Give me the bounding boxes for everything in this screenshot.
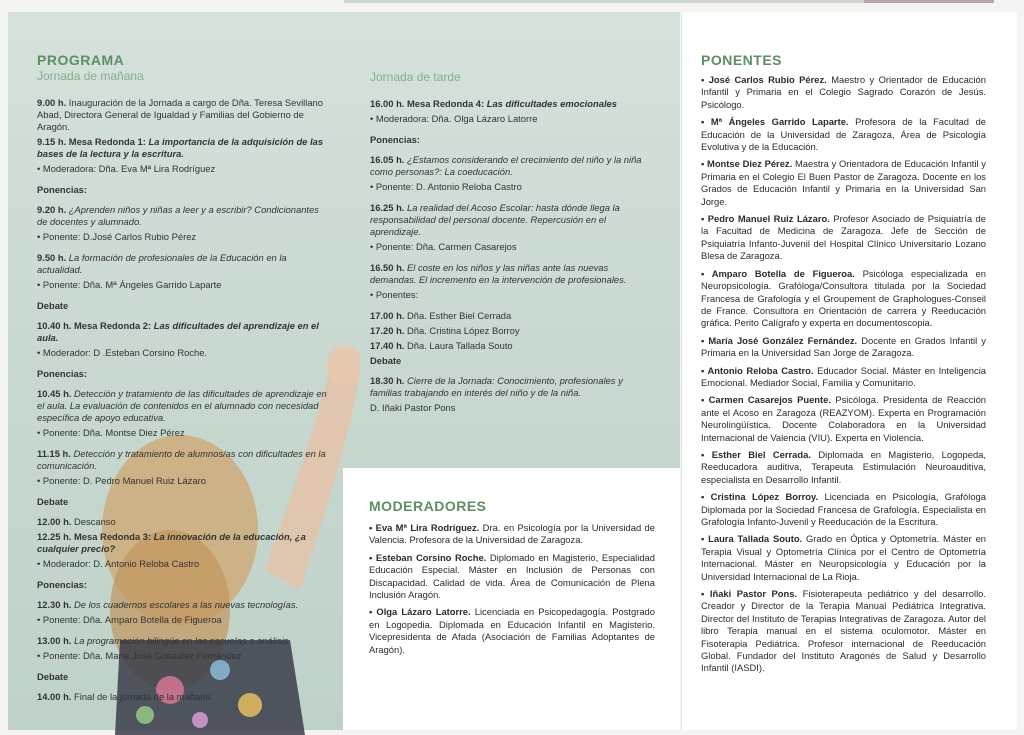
- schedule-time: 11.15 h.: [37, 448, 74, 459]
- schedule-text: Las dificultades del aprendizaje en el aula.: [37, 320, 319, 343]
- schedule-text: • Ponente: Dña. Mª Ángeles Garrido Laparte: [37, 279, 222, 290]
- schedule-text: La programación bilingüe en las escuelas a análisis.: [74, 635, 291, 646]
- schedule-text: • Ponente: Dña. Carmen Casarejos: [370, 241, 517, 252]
- schedule-time: 18.30 h.: [370, 375, 408, 386]
- morning-schedule: [37, 97, 327, 703]
- schedule-item: [37, 204, 327, 228]
- schedule-time: 10.45 h.: [37, 388, 75, 399]
- schedule-section-header: Debate: [37, 496, 69, 507]
- ponentes-title: PONENTES: [701, 52, 783, 68]
- ponente-entry: [701, 158, 986, 208]
- schedule-text: ¿Estamos considerando el crecimiento del niño y la niña como personas?: La coeducación.: [370, 154, 642, 177]
- schedule-text: • Ponente: Dña. María José González Fernández: [37, 650, 242, 661]
- schedule-time: 16.05 h.: [370, 154, 408, 165]
- schedule-item: [37, 516, 327, 528]
- schedule-time: 9.00 h.: [37, 97, 69, 108]
- schedule-text: Las dificultades emocionales: [486, 98, 617, 109]
- schedule-item: [370, 355, 652, 367]
- schedule-item: [37, 448, 327, 472]
- schedule-text: • Ponente: Dña. Amparo Botella de Figueroa: [37, 614, 222, 625]
- schedule-time: 9.20 h.: [37, 204, 69, 215]
- moderadores-box: [343, 468, 680, 730]
- ponente-name: • Antonio Reloba Castro.: [701, 364, 818, 376]
- moderador-name: • Esteban Corsino Roche.: [369, 551, 490, 563]
- schedule-item: [37, 691, 327, 703]
- ponente-name: • Mª Ángeles Garrido Laparte.: [701, 116, 856, 128]
- ponente-entry: [701, 74, 986, 111]
- schedule-text: • Moderadora: Dña. Eva Mª Lira Rodríguez: [37, 163, 216, 174]
- schedule-item: [370, 262, 652, 286]
- schedule-item: [370, 98, 652, 110]
- schedule-item: [370, 181, 652, 193]
- schedule-text: Final de la jornada de la mañana: [74, 691, 211, 702]
- ponente-name: • José Carlos Rubio Pérez.: [701, 74, 832, 85]
- ponente-description: Diplomada en Magisterio, Logopeda, Reeducadora auditiva, Terapeuta Estimulación Neuroauditiva, especialista en Desarrollo Infantil.: [701, 448, 986, 485]
- schedule-item: [370, 134, 652, 146]
- moderador-description: Dra. en Psicología por la Universidad de Valencia. Profesora de la Universidad de Zaragoza.: [369, 522, 655, 546]
- schedule-text: El coste en los niños y las niñas ante las nuevas demandas. El incremento en la intervención de profesionales.: [370, 262, 627, 285]
- schedule-item: [370, 289, 652, 301]
- ponentes-list: [701, 74, 986, 675]
- schedule-text: Dña. Cristina López Borroy: [407, 325, 520, 336]
- schedule-text: Cierre de la Jornada: Conocimiento, profesionales y familias trabajando en interés del niño y de la niña.: [370, 375, 623, 398]
- schedule-text: La realidad del Acoso Escolar: hasta dónde llega la responsabilidad del personal docente. Repercusión en el aprendizaje.: [370, 202, 620, 237]
- moderador-name: • Olga Lázaro Latorre.: [369, 606, 475, 618]
- ponente-entry: [701, 268, 986, 330]
- schedule-time: 12.30 h.: [37, 599, 75, 610]
- schedule-item: [37, 252, 327, 276]
- schedule-item: [37, 531, 327, 555]
- schedule-text: • Moderador: D .Esteban Corsino Roche.: [37, 347, 208, 358]
- schedule-section-header: Ponencias:: [37, 368, 88, 379]
- programa-title: PROGRAMA: [37, 52, 125, 68]
- ponente-entry: [701, 588, 986, 675]
- ponente-name: • Esther Biel Cerrada.: [701, 448, 819, 460]
- schedule-time: 13.00 h.: [37, 635, 75, 646]
- schedule-section-header: Debate: [37, 671, 69, 682]
- top-strip-accent: [864, 0, 994, 3]
- schedule-item: [37, 635, 327, 647]
- schedule-item: [370, 113, 652, 125]
- ponente-description: Profesora de la Facultad de Educación de la Universidad de Zaragoza, Área de Psicología Evolutiva y de la Educación.: [701, 116, 986, 153]
- schedule-text: D. Iñaki Pastor Pons: [370, 402, 456, 413]
- ponente-name: • Amparo Botella de Figueroa.: [701, 267, 863, 279]
- schedule-section-header: Ponencias:: [37, 579, 88, 590]
- schedule-text: De los cuadernos escolares a las nuevas tecnologías.: [74, 599, 299, 610]
- ponente-entry: [701, 394, 986, 444]
- ponente-entry: [701, 365, 986, 390]
- schedule-text: La innovación de la educación, ¿a cualquier precio?: [37, 531, 306, 554]
- moderador-entry: [369, 552, 655, 602]
- moderador-entry: [369, 522, 655, 547]
- schedule-item: [37, 300, 327, 312]
- schedule-item: [37, 650, 327, 662]
- morning-label: Jornada de mañana: [37, 69, 144, 83]
- schedule-item: [37, 599, 327, 611]
- schedule-text: • Ponente: Dña. Montse Diez Pérez: [37, 427, 185, 438]
- schedule-item: [37, 97, 327, 133]
- schedule-text: La importancia de la adquisición de las bases de la lectura y la escritura.: [37, 136, 324, 159]
- schedule-section-header: Ponencias:: [37, 184, 88, 195]
- schedule-item: [37, 475, 327, 487]
- ponente-name: • Carmen Casarejos Puente.: [701, 394, 836, 406]
- schedule-text: ¿Aprenden niños y niñas a leer y a escribir? Condicionantes de docentes y alumnado.: [37, 204, 319, 227]
- ponente-entry: [701, 116, 986, 153]
- ponente-name: • Iñaki Pastor Pons.: [701, 588, 803, 600]
- morning-column: [37, 52, 327, 706]
- schedule-time: 16.00 h. Mesa Redonda 4:: [370, 98, 487, 109]
- schedule-text: Detección y tratamiento de alumnos/as con dificultades en la comunicación.: [37, 448, 326, 471]
- schedule-section-header: Debate: [370, 355, 402, 366]
- schedule-text: Dña. Esther Biel Cerrada: [407, 310, 512, 321]
- moderador-description: Diplomado en Magisterio, Especialidad Educación Especial. Máster en Inclusión de Personas con Discapacidad. Calidad de vida. Área de Comunicación de Plena Inclusión Aragón.: [369, 551, 655, 601]
- schedule-text: Dña. Laura Tallada Souto: [407, 340, 513, 351]
- schedule-item: [370, 402, 652, 414]
- schedule-item: [370, 375, 652, 399]
- schedule-text: Descanso: [74, 516, 116, 527]
- schedule-item: [37, 231, 327, 243]
- moderadores-title: MODERADORES: [369, 498, 487, 514]
- schedule-text: La formación de profesionales de la Educación en la actualidad.: [37, 252, 287, 275]
- schedule-item: [37, 496, 327, 508]
- schedule-item: [37, 368, 327, 380]
- ponente-name: • Laura Tallada Souto.: [701, 533, 807, 545]
- schedule-item: [370, 340, 652, 352]
- ponente-description: Educador Social. Máster en Inteligencia Emocional. Mediador Social, Familia y Comunitario.: [701, 364, 987, 388]
- ponente-name: • Cristina López Borroy.: [701, 491, 825, 503]
- ponente-description: Grado en Óptica y Optometría. Máster en Terapia Visual y Optometría Clínica por el Centro de Optometría Internacional. Máster en Neuropsicología y Educación por la Universidad Internacional de La Rioja.: [701, 533, 986, 582]
- schedule-section-header: Ponencias:: [370, 134, 421, 145]
- schedule-time: 10.40 h. Mesa Redonda 2:: [37, 320, 154, 331]
- schedule-item: [37, 427, 327, 439]
- schedule-time: 16.50 h.: [370, 262, 408, 273]
- schedule-item: [37, 614, 327, 626]
- schedule-item: [37, 184, 327, 196]
- schedule-item: [37, 136, 327, 160]
- schedule-item: [37, 671, 327, 683]
- ponente-entry: [701, 491, 986, 528]
- schedule-text: • Ponente: D. Antonio Reloba Castro: [370, 181, 522, 192]
- schedule-item: [37, 347, 327, 359]
- schedule-time: 17.40 h.: [370, 340, 408, 351]
- ponente-description: Licenciada en Psicología, Grafóloga Diplomada por la Sociedad Francesa de Grafología. Especialista en Grafología Infanto-Juvenil y Reeducación de la Escritura.: [701, 491, 986, 527]
- afternoon-label: Jornada de tarde: [370, 70, 461, 84]
- moderadores-list: [369, 522, 655, 656]
- schedule-item: [37, 388, 327, 424]
- ponente-name: • Pedro Manuel Ruiz Lázaro.: [701, 213, 834, 225]
- schedule-time: 9.50 h.: [37, 252, 69, 263]
- schedule-item: [370, 202, 652, 238]
- schedule-item: [370, 154, 652, 178]
- schedule-item: [37, 320, 327, 344]
- ponente-entry: [701, 335, 986, 360]
- ponente-description: Psicóloga. Presidenta de Reacción ante el Acoso en Zaragoza (REAZYOM). Experta en Programación Neurolingüística. Docente Colaboradora en la Universidad Internacional de Valencia (VIU). Experta en Violencia.: [701, 394, 986, 443]
- ponentes-box: [681, 12, 1017, 730]
- ponente-description: Fisioterapeuta pediátrico y del desarrollo. Creador y Director de la Terapia Manual Pediátrica Integrativa. Director del Instituto de Terapias Integrativas de Zaragoza. Autor del libro Terapia manual en el sistema oculomotor. Máster en Fisoterapia Pediátrica. Profesor internacional de Reeducación Global. Fundador del Instituto Aragonés de Salud y Desarrollo Infantil (IASDI).: [701, 588, 986, 674]
- schedule-time: 12.00 h.: [37, 516, 75, 527]
- moderador-name: • Eva Mª Lira Rodríguez.: [369, 522, 483, 533]
- schedule-text: • Moderadora: Dña. Olga Lázaro Latorre: [370, 113, 538, 124]
- schedule-text: • Ponente: D. Pedro Manuel Ruiz Lázaro: [37, 475, 207, 486]
- afternoon-column: [370, 70, 652, 423]
- top-strip: [344, 0, 864, 3]
- schedule-time: 9.15 h. Mesa Redonda 1:: [37, 136, 149, 147]
- ponente-description: Maestra y Orientadora de Educación Infantil y Primaria en el Colegio El Buen Pastor de Zaragoza. Docente en los Grados de Educación Infantil y Primaria en la Universidad San Jorge.: [701, 158, 986, 207]
- schedule-time: 12.25 h. Mesa Redonda 3:: [37, 531, 154, 542]
- schedule-item: [37, 558, 327, 570]
- schedule-item: [37, 579, 327, 591]
- ponente-entry: [701, 213, 986, 263]
- schedule-item: [370, 325, 652, 337]
- afternoon-schedule: [370, 98, 652, 414]
- ponente-name: • Montse Diez Pérez.: [701, 158, 795, 170]
- moderador-description: Licenciada en Psicopedagogía. Postgrado en Logopedia. Diplomada en Educación Infantil en Magisterio. Vicepresidenta de Afada (Asociación de Familias Adoptantes de Aragón).: [369, 606, 655, 655]
- ponente-description: Psicóloga especializada en Neuropsicología. Grafóloga/Consultora titulada por la Sociedad Francesa de Grafología y el Groupement de Graphologues-Conseil de France. Consultora en Orientación de carrera y Reeducación gráfica. Perito Calígrafo y experta en documentoscopia.: [701, 267, 986, 329]
- schedule-text: Detección y tratamiento de las dificultades de aprendizaje en el aula. La evaluación de contenidos en el alumnado con necesidad específica de apoyo educativa.: [37, 388, 327, 423]
- schedule-time: 14.00 h.: [37, 691, 75, 702]
- schedule-text: • Moderador: D. Antonio Reloba Castro: [37, 558, 200, 569]
- schedule-text: • Ponente: D.José Carlos Rubio Pérez: [37, 231, 197, 242]
- schedule-time: 17.00 h.: [370, 310, 408, 321]
- schedule-item: [37, 279, 327, 291]
- ponente-entry: [701, 533, 986, 583]
- ponente-entry: [701, 449, 986, 486]
- ponente-description: Docente en Grados Infantil y Primaria en la Universidad San Jorge de Zaragoza.: [701, 334, 986, 359]
- moderador-entry: [369, 606, 655, 656]
- ponente-description: Maestro y Orientador de Educación Infantil y Primaria en el Colegio Sagrado Corazón de Jesús. Psicólogo.: [701, 74, 986, 110]
- schedule-item: [370, 241, 652, 253]
- ponente-description: Profesor Asociado de Psiquiatría de la Facultad de Medicina de Zaragoza. Jefe de Sección de Psiquiatría Infanto-Juvenil del Hospital Clínico Universitario Lozano Blesa de Zaragoza.: [701, 213, 986, 262]
- schedule-item: [370, 310, 652, 322]
- ponente-name: • María José González Fernández.: [701, 334, 862, 346]
- schedule-time: 17.20 h.: [370, 325, 408, 336]
- schedule-item: [37, 163, 327, 175]
- schedule-section-header: Debate: [37, 300, 69, 311]
- schedule-text: Inauguración de la Jornada a cargo de Dña. Teresa Sevillano Abad, Directora General de Igualdad y Familias del Gobierno de Aragón.: [37, 97, 323, 132]
- schedule-time: 16.25 h.: [370, 202, 408, 213]
- schedule-text: • Ponentes:: [370, 289, 419, 300]
